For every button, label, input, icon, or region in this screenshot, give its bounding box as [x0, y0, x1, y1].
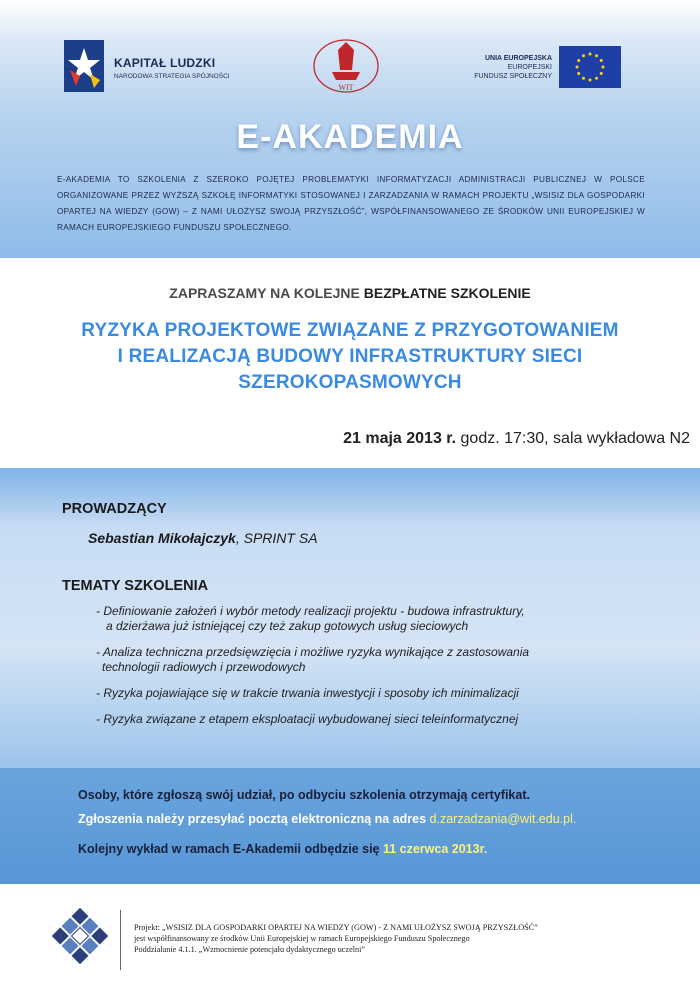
- event-date: 21 maja 2013 r.: [343, 430, 457, 447]
- wsisiz-diamond-logo: [52, 908, 108, 964]
- topic-line: a dzierżawa już istniejącej czy też zakup gotowych usług sieciowych: [106, 619, 469, 633]
- project-line: Poddziałanie 4.1.1. „Wzmocnienie potencjału dydaktycznego uczelni”: [134, 945, 365, 954]
- list-item: [96, 645, 616, 675]
- kapital-ludzki-subtitle: NARODOWA STRATEGIA SPÓJNOŚCI: [114, 73, 230, 80]
- eu-star-icon: [600, 59, 603, 62]
- eu-star-icon: [577, 59, 580, 62]
- event-time-place: godz. 17:30, sala wykładowa N2: [460, 430, 690, 447]
- invite-emphasis: BEZPŁATNE SZKOLENIE: [363, 285, 531, 301]
- eu-star-icon: [600, 72, 603, 75]
- wit-logo: [310, 36, 382, 96]
- list-item: [96, 604, 616, 634]
- topic-line: technologii radiowych i przewodowych: [102, 660, 306, 674]
- page-title: E-AKADEMIA: [236, 118, 464, 156]
- eu-star-icon: [589, 79, 592, 82]
- lecturer-name: Sebastian Mikołajczyk: [88, 530, 236, 546]
- lecturer-heading: PROWADZĄCY: [62, 501, 167, 517]
- project-line: Projekt: „WSISIZ DLA GOSPODARKI OPARTEJ NA WIEDZY (GOW) - Z NAMI UŁOŻYSZ SWOJĄ PRZYSZŁOŚĆ”: [134, 923, 538, 932]
- eu-star-icon: [602, 66, 605, 69]
- eu-star-icon: [577, 72, 580, 75]
- course-title-line: I REALIZACJĄ BUDOWY INFRASTRUKTURY SIECI: [117, 346, 583, 367]
- eu-label-line3: FUNDUSZ SPOŁECZNY: [474, 73, 552, 80]
- list-item: [96, 686, 616, 701]
- eu-flag-icon: [559, 46, 621, 88]
- registration-suffix: .: [572, 812, 577, 826]
- course-title-line: RYZYKA PROJEKTOWE ZWIĄZANE Z PRZYGOTOWANIEM: [81, 320, 619, 341]
- course-title: [30, 318, 670, 396]
- topics-heading: TEMATY SZKOLENIA: [62, 578, 209, 594]
- eu-label: [474, 54, 552, 81]
- topic-line: - Ryzyka pojawiające się w trakcie trwania inwestycji i sposoby ich minimalizacji: [96, 686, 519, 700]
- topic-line: - Analiza techniczna przedsięwzięcia i możliwe ryzyka wynikające z zastosowania: [96, 645, 530, 659]
- registration-note: [78, 812, 576, 826]
- invite-line: [0, 285, 700, 301]
- topics-list: [96, 604, 616, 738]
- topic-line: - Definiowanie założeń i wybór metody realizacji projektu - budowa infrastruktury,: [96, 604, 525, 618]
- project-line: jest współfinansowany ze środków Unii Europejskiej w ramach Europejskiego Funduszu Społecznego: [134, 934, 470, 943]
- eu-star-icon: [595, 77, 598, 80]
- next-lecture-prefix: Kolejny wykład w ramach E-Akademii odbędzie się: [78, 842, 383, 856]
- course-title-line: SZEROKOPASMOWYCH: [238, 372, 462, 393]
- registration-email-link[interactable]: d.zarzadzania@wit.edu.pl: [429, 812, 573, 826]
- lecturer-org: , SPRINT SA: [235, 530, 318, 546]
- eu-label-line1: UNIA EUROPEJSKA: [484, 55, 552, 62]
- date-line: [0, 430, 690, 448]
- eu-star-icon: [582, 54, 585, 57]
- next-lecture-note: [78, 842, 487, 856]
- eu-star-icon: [589, 53, 592, 56]
- intro-text: E-AKADEMIA TO SZKOLENIA Z SZEROKO POJĘTEJ PROBLEMATYKI INFORMATYZACJI ADMINISTRACJI PUBLICZNEJ W POLSCE ORGANIZOWANE PRZEZ WYŻSZĄ SZKOŁĘ INFORMATYKI STOSOWANEJ I ZARZADZANIA W RAMACH PROJEKTU „WSISIZ DLA GOSPODARKI OPARTEJ NA WIEDZY (GOW) – Z NAMI UŁOŻYSZ SWOJĄ PRZYSZŁOŚĆ”, WSPÓŁFINANSOWANEGO ZE ŚRODKÓW UNII EUROPEJSKIEJ W RAMACH EUROPEJSKIEGO FUNDUSZU SPOŁECZNEGO.: [57, 175, 645, 232]
- eu-label-line2: EUROPEJSKI: [507, 64, 552, 71]
- topic-line: - Ryzyka związane z etapem eksploatacji wybudowanej sieci teleinformatycznej: [96, 712, 519, 726]
- project-info: [134, 922, 538, 955]
- wit-logo-text: WIT: [338, 83, 354, 92]
- eu-star-icon: [582, 77, 585, 80]
- eu-star-icon: [576, 66, 579, 69]
- list-item: [96, 712, 616, 727]
- info-banner: [0, 768, 700, 884]
- invite-prefix: ZAPRASZAMY NA KOLEJNE: [169, 285, 360, 301]
- kapital-ludzki-title: KAPITAŁ LUDZKI: [114, 56, 216, 70]
- certificate-note: Osoby, które zgłoszą swój udział, po odbyciu szkolenia otrzymają certyfikat.: [78, 788, 530, 802]
- footer-divider: [120, 910, 121, 970]
- registration-prefix: Zgłoszenia należy przesyłać pocztą elektroniczną na adres: [78, 812, 430, 826]
- kapital-ludzki-logo: [64, 40, 104, 92]
- eu-star-icon: [595, 54, 598, 57]
- lecturer: [88, 530, 318, 546]
- next-lecture-date: 11 czerwca 2013r.: [382, 842, 488, 856]
